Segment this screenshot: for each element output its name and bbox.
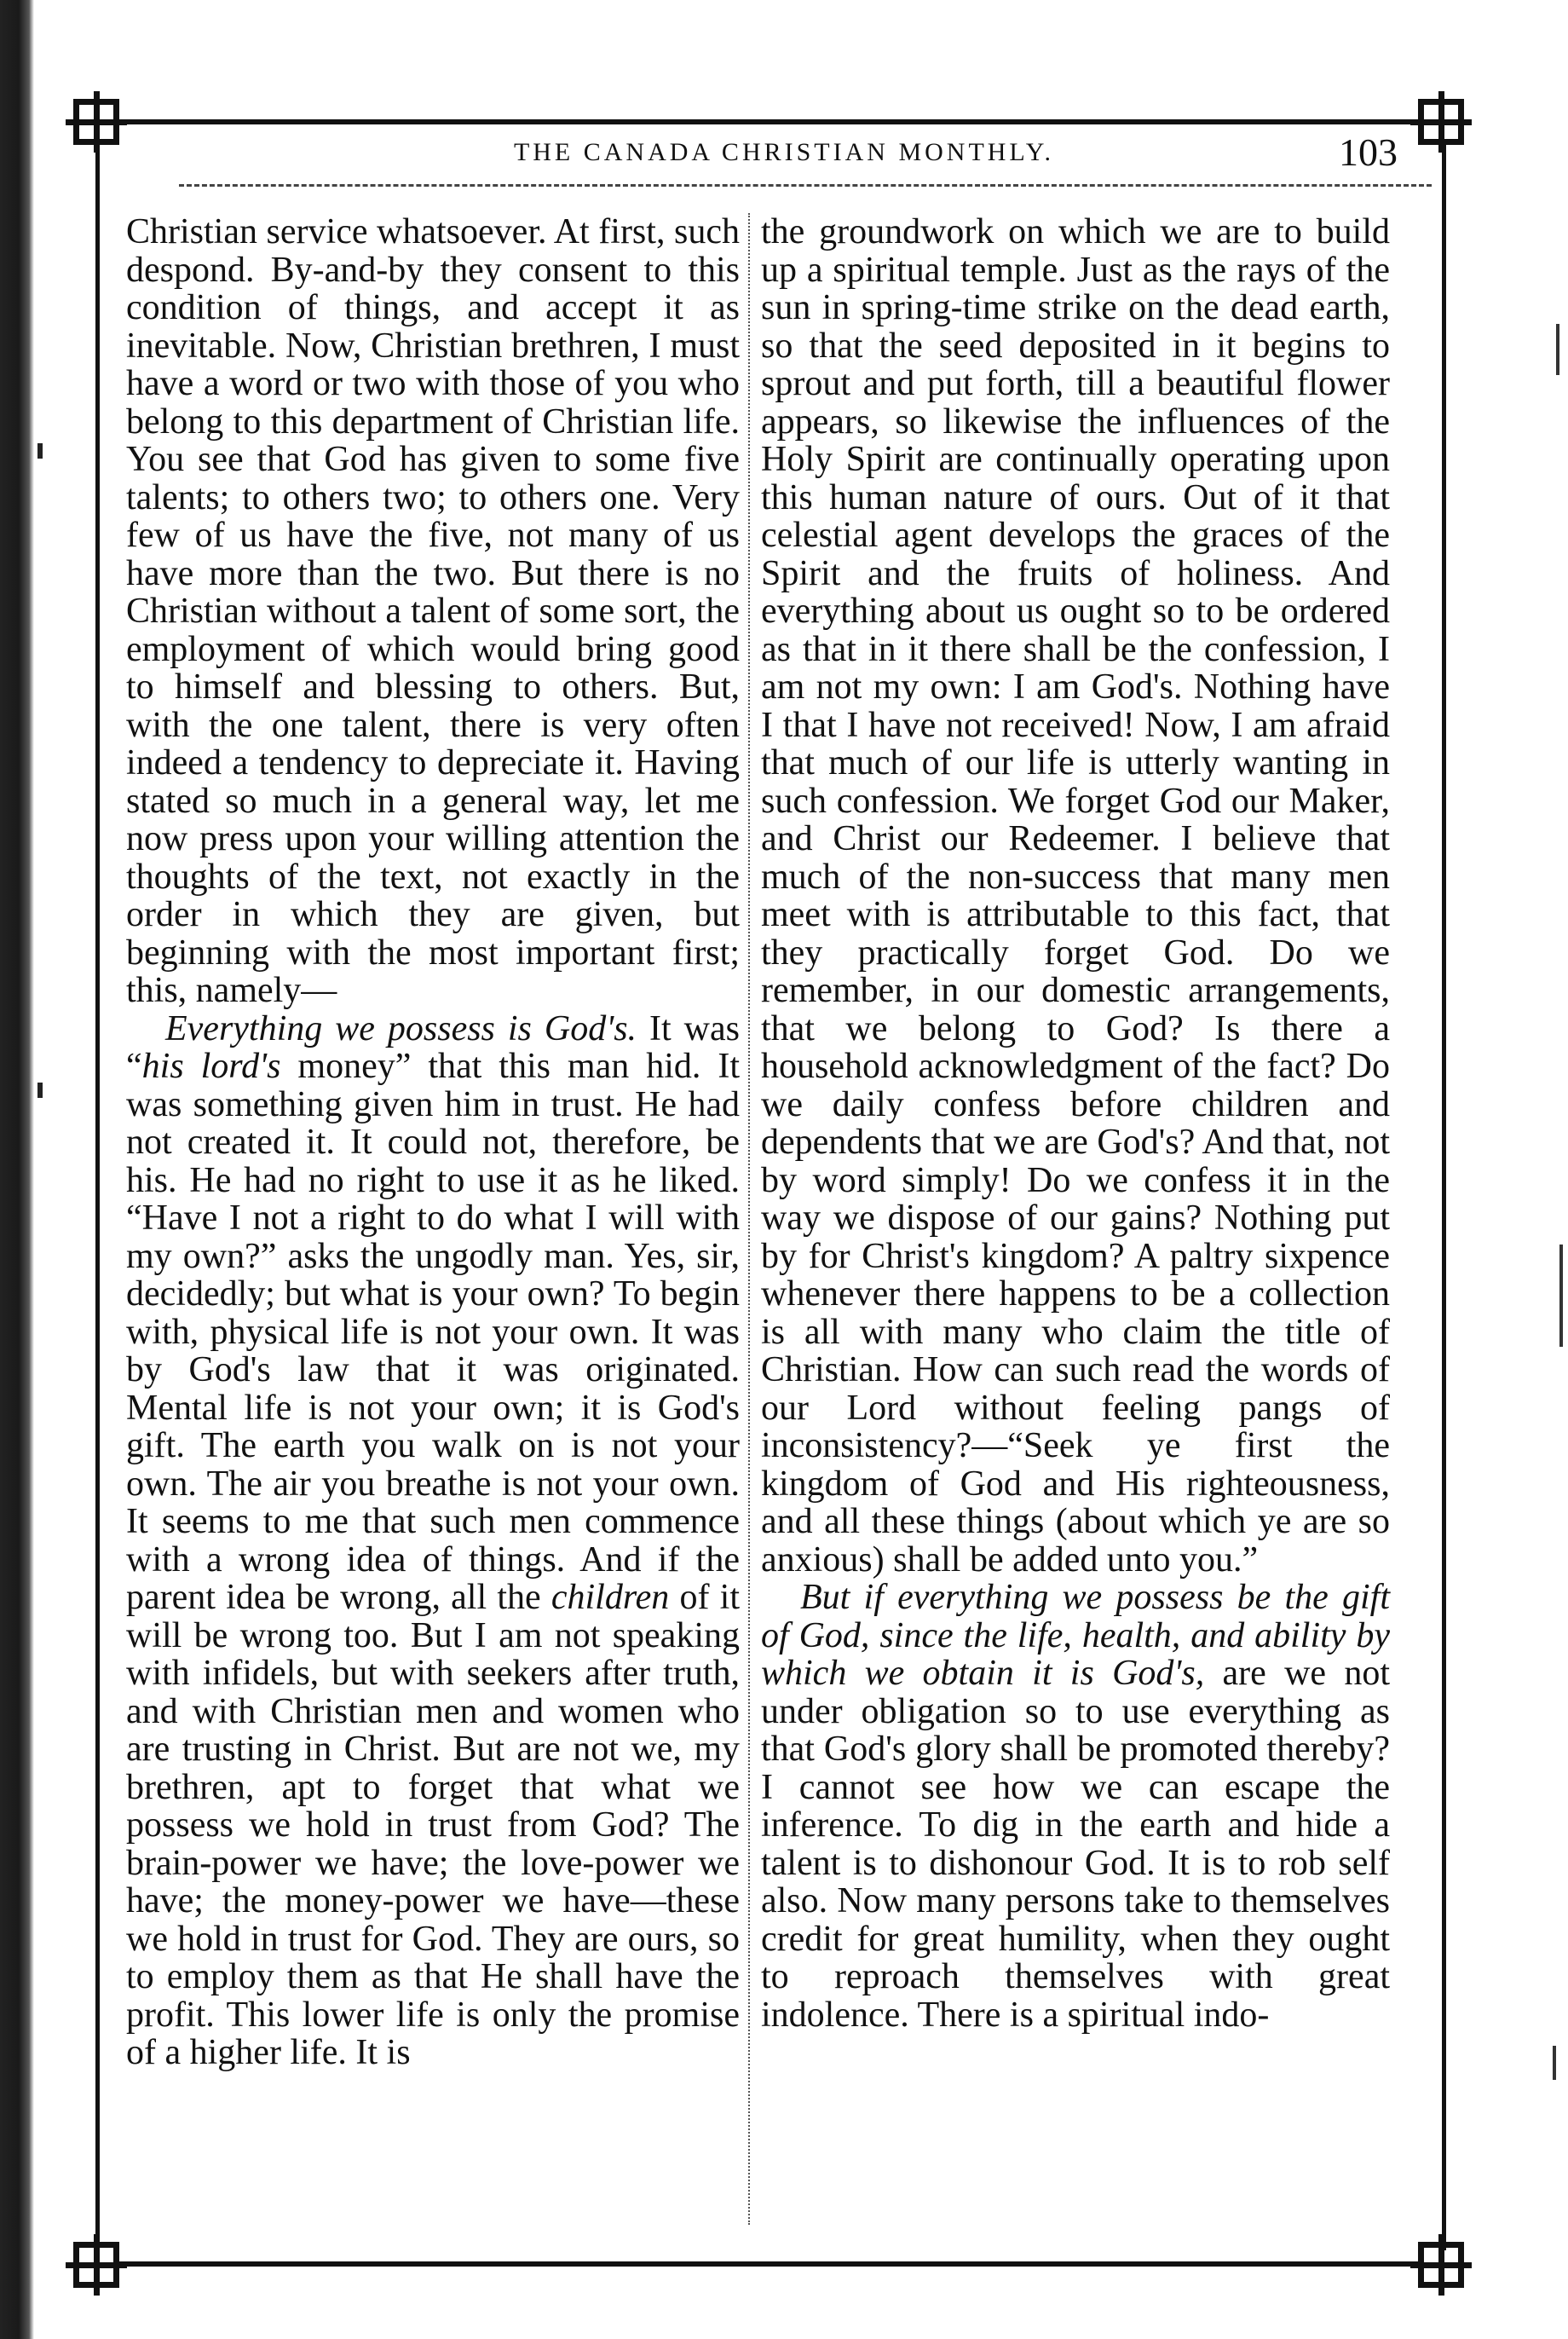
italic-lead: But if everything we possess be the gift of God, since the life, health, and ability by which we obtain it is God's,	[761, 1578, 1390, 1693]
left-text-column	[126, 213, 740, 2072]
paragraph: But if everything we possess be the gift of God, since the life, health, and ability by which we obtain it is God's, are we not under obligation so to use everything as that God's glory shall be promoted thereby? I cannot see how we can escape the inference. To dig in the earth and hide a talent is to dishonour God. It is to rob self also. Now many persons take to themselves credit for great humility, when they ought to reproach themselves with great indolence. There is a spiritual indo-	[761, 1578, 1390, 2035]
running-header	[153, 130, 1415, 176]
italic-lead: Everything we possess is God's.	[165, 1008, 637, 1048]
binding-speck	[37, 1083, 43, 1098]
header-dashed-rule	[179, 184, 1432, 187]
top-border-rule	[119, 119, 1423, 124]
right-border-rule	[1442, 145, 1446, 2250]
left-border-rule	[95, 145, 100, 2250]
binding-speck	[37, 443, 43, 459]
corner-ornament-bottom-right	[1418, 2242, 1464, 2288]
corner-ornament-top-left	[73, 99, 119, 145]
corner-ornament-bottom-left	[73, 2242, 119, 2288]
edge-speck	[1553, 2046, 1556, 2080]
journal-title: THE CANADA CHRISTIAN MONTHLY.	[513, 138, 1055, 166]
paragraph: the groundwork on which we are to build up a spiritual temple. Just as the rays of the sun in spring-time strike on the dead earth, so that the seed deposited in it begins to sprout and put forth, till a beautiful flower appears, so likewise the influences of the Holy Spirit are continually operating upon this human nature of ours. Out of it that celestial agent develops the graces of the Spirit and the fruits of holiness. And everything about us ought so to be ordered as that in it there shall be the confession, I am not my own: I am God's. Nothing have I that I have not received! Now, I am afraid that much of our life is utterly wanting in such confession. We forget God our Maker, and Christ our Redeemer. I believe that much of the non-success that many men meet with is attributable to this fact, that they practically forget God. Do we remember, in our domestic arrangements, that we belong to God? Is there a household acknowledgment of the fact? Do we daily confess before children and dependents that we are God's? And that, not by word simply! Do we confess it in the way we dispose of our gains? Nothing put by for Christ's kingdom? A paltry sixpence whenever there happens to be a collection is all with many who claim the title of Christian. How can such read the words of our Lord without feeling pangs of inconsistency?—“Seek ye first the kingdom of God and His righteousness, and all these things (about which ye are so anxious) shall be added unto you.”	[761, 212, 1390, 1580]
page-number: 103	[1339, 130, 1398, 174]
corner-ornament-top-right	[1418, 99, 1464, 145]
edge-speck	[1559, 1245, 1563, 1347]
edge-speck	[1556, 324, 1559, 375]
right-text-column	[761, 213, 1390, 2034]
paragraph: Everything we possess is God's. It was “his lord's money” that this man hid. It was something given him in trust. He had not created it. It could not, therefore, be his. He had no right to use it as he liked. “Have I not a right to do what I will with my own?” asks the ungodly man. Yes, sir, decidedly; but what is your own? To begin with, physical life is not your own. It was by God's law that it was originated. Mental life is not your own; it is God's gift. The earth you walk on is not your own. The air you breathe is not your own. It seems to me that such men commence with a wrong idea of things. And if the parent idea be wrong, all the children of it will be wrong too. But I am not speaking with infidels, but with seekers after truth, and with Christian men and women who are trusting in Christ. But are not we, my brethren, apt to forget that what we possess we hold in trust from God? The brain-power we have; the love-power we have; the money-power we have—these we hold in trust for God. They are ours, so to employ them as that He shall have the profit. This lower life is only the promise of a higher life. It is	[126, 1008, 741, 2072]
bottom-border-rule	[119, 2261, 1423, 2267]
paragraph: Christian service whatsoever. At first, such despond. By-and-by they consent to this condition of things, and accept it as inevitable. Now, Christian brethren, I must have a word or two with those of you who belong to this department of Christian life. You see that God has given to some five talents; to others two; to others one. Very few of us have the five, not many of us have more than the two. But there is no Christian without a talent of some sort, the employment of which would bring good to himself and blessing to others. But, with the one talent, there is very often indeed a tendency to depreciate it. Having stated so much in a general way, let me now press upon your willing attention the thoughts of the text, not exactly in the order in which they are given, but beginning with the most important first; this, namely—	[126, 212, 740, 1010]
binding-shadow	[0, 0, 34, 2339]
column-divider	[748, 213, 750, 2225]
